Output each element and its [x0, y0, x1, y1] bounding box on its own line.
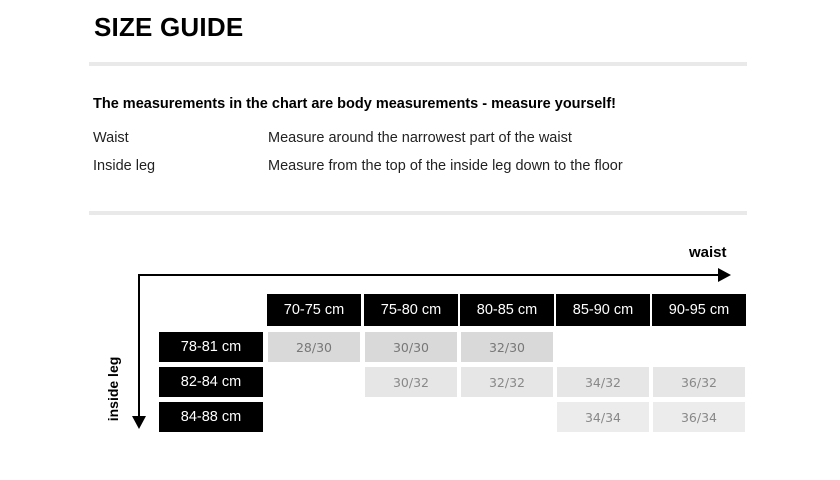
x-axis-label: waist: [689, 244, 727, 261]
row-header-inside-leg: 84-88 cm: [159, 402, 263, 432]
column-header-waist: 90-95 cm: [652, 294, 746, 326]
size-cell: 34/34: [557, 402, 649, 432]
row-header-inside-leg: 82-84 cm: [159, 367, 263, 397]
size-cell: 32/30: [461, 332, 553, 362]
definition-term-waist: Waist: [93, 130, 129, 146]
y-axis-line: [138, 274, 140, 418]
column-header-waist: 70-75 cm: [267, 294, 361, 326]
x-axis-arrow-icon: [718, 268, 731, 282]
size-cell: 36/32: [653, 367, 745, 397]
divider-top: [89, 62, 747, 66]
y-axis-label: inside leg: [105, 356, 121, 422]
size-cell: 36/34: [653, 402, 745, 432]
x-axis-line: [138, 274, 720, 276]
size-cell: 30/32: [365, 367, 457, 397]
page-title: SIZE GUIDE: [94, 12, 244, 42]
size-cell: 34/32: [557, 367, 649, 397]
y-axis-arrow-icon: [132, 416, 146, 429]
definition-description-waist: Measure around the narrowest part of the waist: [268, 130, 572, 146]
size-cell: 28/30: [268, 332, 360, 362]
size-cell: 32/32: [461, 367, 553, 397]
definition-term-inside-leg: Inside leg: [93, 158, 156, 174]
divider-bottom: [89, 211, 747, 215]
column-header-waist: 85-90 cm: [556, 294, 650, 326]
row-header-inside-leg: 78-81 cm: [159, 332, 263, 362]
column-header-waist: 75-80 cm: [364, 294, 458, 326]
size-cell: 30/30: [365, 332, 457, 362]
column-header-waist: 80-85 cm: [460, 294, 554, 326]
intro-text: The measurements in the chart are body measurements - measure yourself!: [93, 96, 616, 112]
definition-description-inside-leg: Measure from the top of the inside leg down to the floor: [268, 158, 623, 174]
